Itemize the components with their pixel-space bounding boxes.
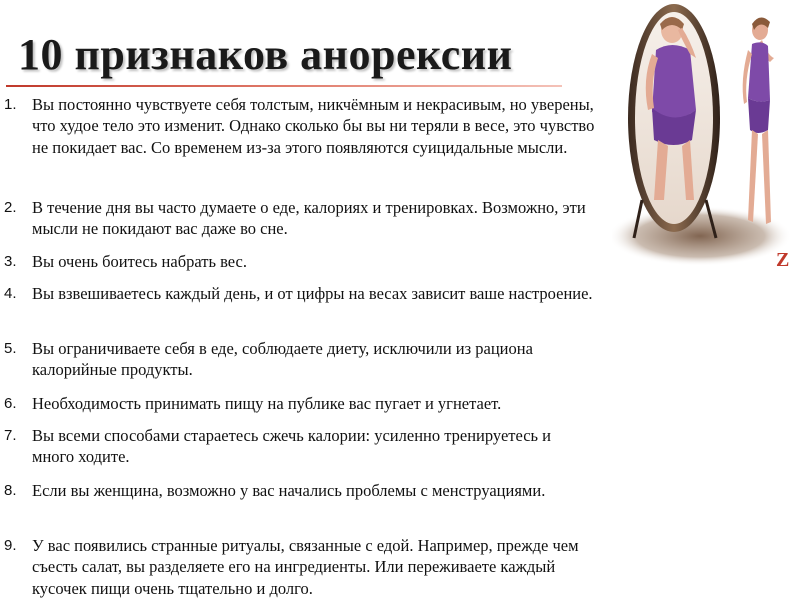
list-item: [0, 535, 608, 599]
list-item: [0, 197, 608, 240]
list-item: [0, 338, 608, 381]
list-item: [0, 94, 608, 158]
list-item-number: 5.: [4, 340, 17, 357]
list-item: [0, 283, 608, 304]
list-item-number: 3.: [4, 253, 17, 270]
list-item-text: Вы очень боитесь набрать вес.: [32, 252, 247, 271]
list-item-number: 9.: [4, 537, 17, 554]
list-item-number: 1.: [4, 96, 17, 113]
list-item-text: У вас появились странные ритуалы, связанные с едой. Например, прежде чем съесть салат, вы разделяете его на ингредиенты. Или переживаете каждый кусочек пищи очень тщательно и долго.: [32, 536, 579, 598]
list-item: [0, 393, 608, 414]
list-item-text: Если вы женщина, возможно у вас начались проблемы с менструациями.: [32, 481, 546, 500]
list-item-number: 2.: [4, 199, 17, 216]
list-item-text: Необходимость принимать пищу на публике вас пугает и угнетает.: [32, 394, 502, 413]
list-item-number: 6.: [4, 395, 17, 412]
list-item: [0, 425, 608, 468]
list-item-text: Вы всеми способами стараетесь сжечь калории: усиленно тренируетесь и много ходите.: [32, 426, 552, 467]
list-item-number: 7.: [4, 427, 17, 444]
list-item: [0, 251, 608, 272]
mirror-illustration: [612, 0, 800, 280]
list-item-text: Вы постоянно чувствуете себя толстым, никчёмным и некрасивым, но уверены, что худое тело это изменит. Однако сколько бы вы ни теряли в весе, это чувство не покидает вас. Со временем из-за этого появляются суицидальные мысли.: [32, 95, 595, 157]
list-item-text: В течение дня вы часто думаете о еде, калориях и тренировках. Возможно, эти мысли не покидают вас даже во сне.: [32, 198, 586, 239]
list-item-number: 4.: [4, 285, 17, 302]
list-item-text: Вы ограничиваете себя в еде, соблюдаете диету, исключили из рациона калорийные продукты.: [32, 339, 533, 380]
list-item: [0, 480, 608, 501]
list-item-text: Вы взвешиваетесь каждый день, и от цифры на весах зависит ваше настроение.: [32, 284, 593, 303]
title-underline: [6, 85, 562, 87]
watermark-letter: Z: [776, 249, 790, 271]
page-title: 10 признаков анорексии: [18, 30, 513, 79]
list-item-number: 8.: [4, 482, 17, 499]
thin-woman-figure: [743, 17, 774, 224]
